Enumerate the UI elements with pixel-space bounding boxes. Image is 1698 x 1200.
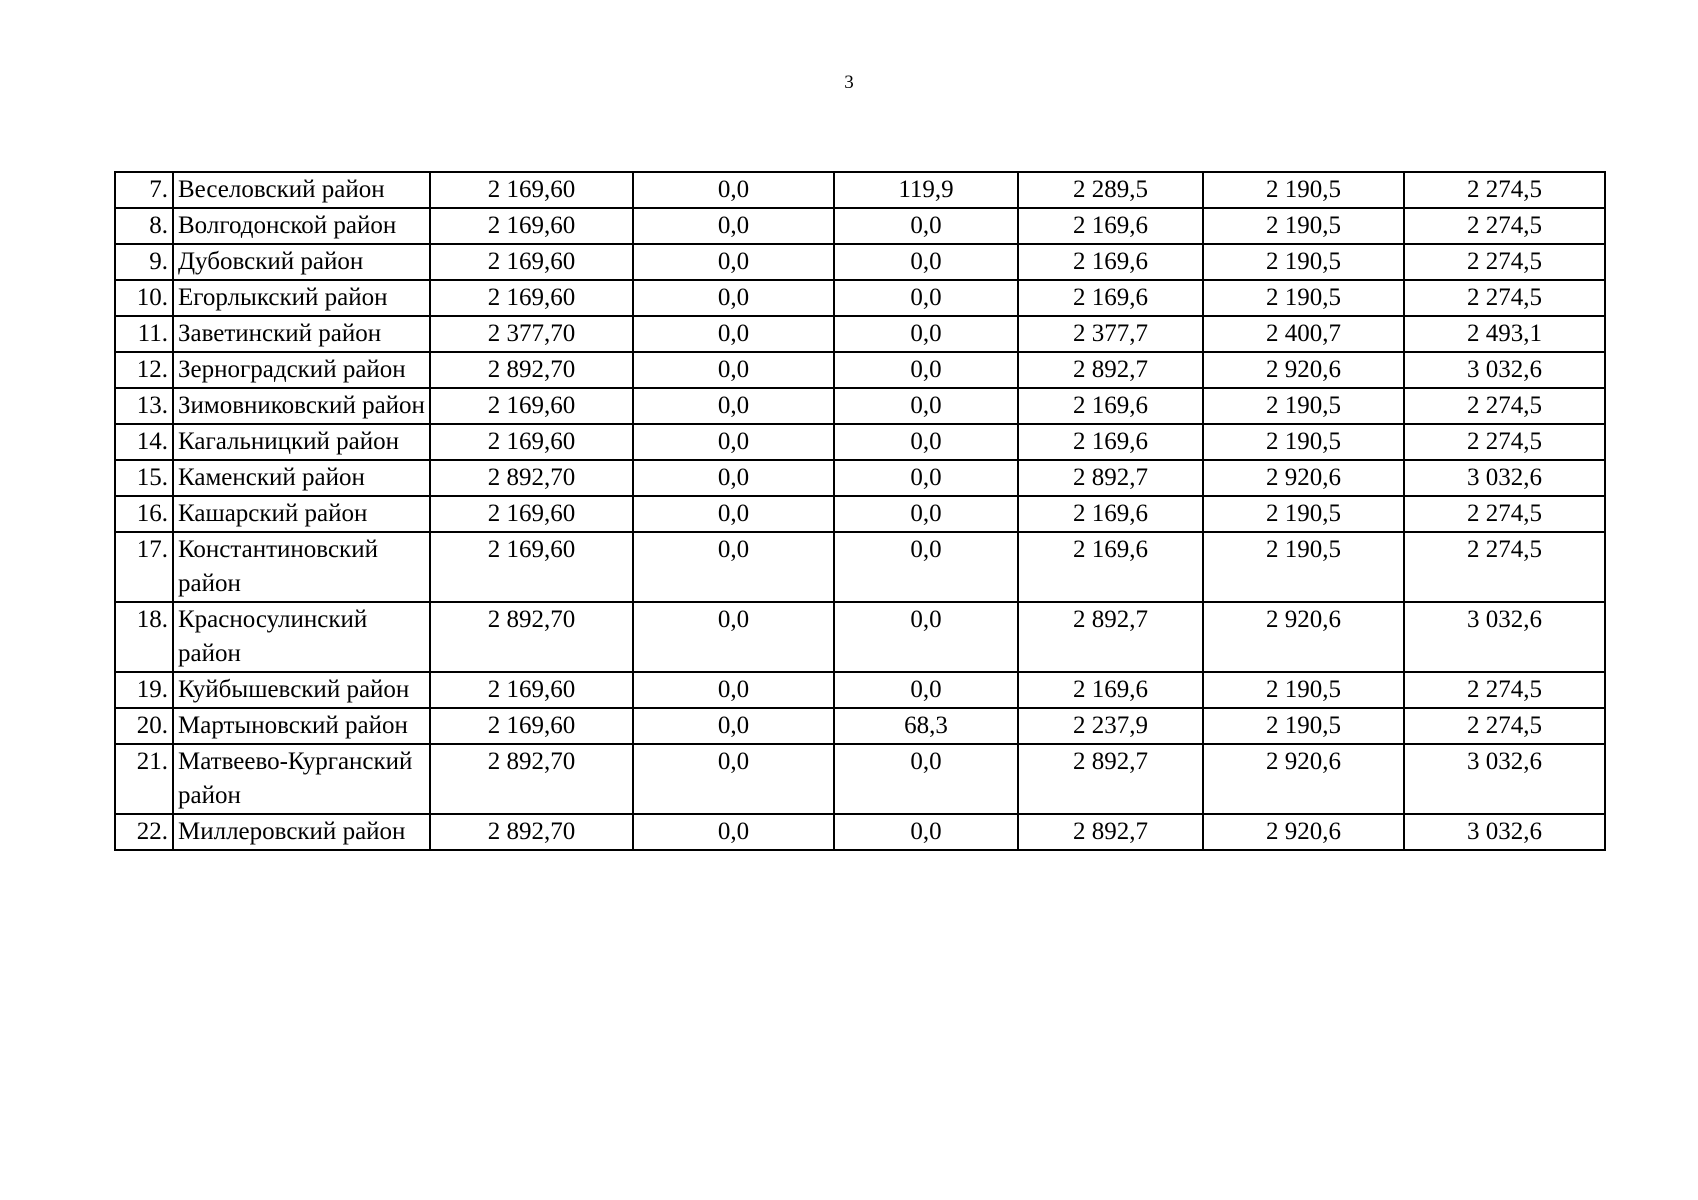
value-cell-5: 2 190,5 bbox=[1203, 532, 1404, 602]
table-row bbox=[115, 532, 1605, 602]
value-cell-2: 0,0 bbox=[633, 744, 834, 814]
value-cell-6: 3 032,6 bbox=[1404, 602, 1605, 672]
district-name-cell: Кагальницкий район bbox=[173, 424, 430, 460]
value-cell-3: 0,0 bbox=[834, 744, 1018, 814]
value-cell-2: 0,0 bbox=[633, 424, 834, 460]
row-number-cell: 16. bbox=[115, 496, 173, 532]
value-cell-2: 0,0 bbox=[633, 172, 834, 208]
value-cell-4: 2 169,6 bbox=[1018, 496, 1203, 532]
value-cell-2: 0,0 bbox=[633, 532, 834, 602]
value-cell-5: 2 190,5 bbox=[1203, 280, 1404, 316]
value-cell-3: 0,0 bbox=[834, 496, 1018, 532]
row-number-cell: 7. bbox=[115, 172, 173, 208]
value-cell-5: 2 920,6 bbox=[1203, 352, 1404, 388]
district-name-cell: Зимовниковский район bbox=[173, 388, 430, 424]
table-row bbox=[115, 172, 1605, 208]
value-cell-1: 2 169,60 bbox=[430, 280, 633, 316]
table-body bbox=[115, 172, 1605, 850]
value-cell-2: 0,0 bbox=[633, 496, 834, 532]
district-name-cell: Веселовский район bbox=[173, 172, 430, 208]
value-cell-5: 2 190,5 bbox=[1203, 424, 1404, 460]
value-cell-3: 0,0 bbox=[834, 672, 1018, 708]
row-number-cell: 22. bbox=[115, 814, 173, 850]
value-cell-5: 2 920,6 bbox=[1203, 460, 1404, 496]
district-name-cell: Дубовский район bbox=[173, 244, 430, 280]
value-cell-1: 2 169,60 bbox=[430, 244, 633, 280]
value-cell-4: 2 169,6 bbox=[1018, 208, 1203, 244]
table-row bbox=[115, 672, 1605, 708]
value-cell-2: 0,0 bbox=[633, 708, 834, 744]
value-cell-1: 2 892,70 bbox=[430, 814, 633, 850]
table-row bbox=[115, 208, 1605, 244]
value-cell-6: 2 274,5 bbox=[1404, 172, 1605, 208]
district-name-cell: Константиновский район bbox=[173, 532, 430, 602]
row-number-cell: 20. bbox=[115, 708, 173, 744]
value-cell-2: 0,0 bbox=[633, 672, 834, 708]
row-number-cell: 8. bbox=[115, 208, 173, 244]
district-name-cell: Егорлыкский район bbox=[173, 280, 430, 316]
value-cell-6: 2 274,5 bbox=[1404, 388, 1605, 424]
table-row bbox=[115, 424, 1605, 460]
value-cell-1: 2 377,70 bbox=[430, 316, 633, 352]
value-cell-2: 0,0 bbox=[633, 460, 834, 496]
value-cell-3: 68,3 bbox=[834, 708, 1018, 744]
table-row bbox=[115, 460, 1605, 496]
value-cell-5: 2 400,7 bbox=[1203, 316, 1404, 352]
value-cell-2: 0,0 bbox=[633, 316, 834, 352]
value-cell-2: 0,0 bbox=[633, 352, 834, 388]
row-number-cell: 9. bbox=[115, 244, 173, 280]
value-cell-6: 2 274,5 bbox=[1404, 208, 1605, 244]
value-cell-3: 0,0 bbox=[834, 388, 1018, 424]
value-cell-6: 2 274,5 bbox=[1404, 280, 1605, 316]
value-cell-6: 2 274,5 bbox=[1404, 708, 1605, 744]
district-name-cell: Куйбышевский район bbox=[173, 672, 430, 708]
value-cell-5: 2 920,6 bbox=[1203, 602, 1404, 672]
value-cell-1: 2 169,60 bbox=[430, 496, 633, 532]
district-name-cell: Матвеево-Курганский район bbox=[173, 744, 430, 814]
value-cell-5: 2 190,5 bbox=[1203, 388, 1404, 424]
table-row bbox=[115, 280, 1605, 316]
table-row bbox=[115, 602, 1605, 672]
district-name-cell: Кашарский район bbox=[173, 496, 430, 532]
district-name-cell: Заветинский район bbox=[173, 316, 430, 352]
value-cell-4: 2 169,6 bbox=[1018, 280, 1203, 316]
value-cell-1: 2 892,70 bbox=[430, 460, 633, 496]
value-cell-2: 0,0 bbox=[633, 208, 834, 244]
value-cell-1: 2 892,70 bbox=[430, 352, 633, 388]
value-cell-4: 2 169,6 bbox=[1018, 424, 1203, 460]
value-cell-3: 0,0 bbox=[834, 424, 1018, 460]
row-number-cell: 10. bbox=[115, 280, 173, 316]
table-row bbox=[115, 744, 1605, 814]
value-cell-2: 0,0 bbox=[633, 388, 834, 424]
value-cell-3: 0,0 bbox=[834, 814, 1018, 850]
value-cell-1: 2 892,70 bbox=[430, 602, 633, 672]
value-cell-6: 3 032,6 bbox=[1404, 460, 1605, 496]
value-cell-4: 2 892,7 bbox=[1018, 352, 1203, 388]
value-cell-4: 2 892,7 bbox=[1018, 602, 1203, 672]
district-table bbox=[114, 171, 1606, 851]
value-cell-4: 2 237,9 bbox=[1018, 708, 1203, 744]
table-row bbox=[115, 352, 1605, 388]
value-cell-3: 119,9 bbox=[834, 172, 1018, 208]
value-cell-3: 0,0 bbox=[834, 244, 1018, 280]
table-row bbox=[115, 388, 1605, 424]
value-cell-3: 0,0 bbox=[834, 602, 1018, 672]
value-cell-3: 0,0 bbox=[834, 280, 1018, 316]
value-cell-5: 2 190,5 bbox=[1203, 496, 1404, 532]
value-cell-6: 2 274,5 bbox=[1404, 424, 1605, 460]
value-cell-4: 2 892,7 bbox=[1018, 460, 1203, 496]
value-cell-4: 2 289,5 bbox=[1018, 172, 1203, 208]
value-cell-5: 2 190,5 bbox=[1203, 244, 1404, 280]
value-cell-2: 0,0 bbox=[633, 244, 834, 280]
row-number-cell: 19. bbox=[115, 672, 173, 708]
value-cell-5: 2 920,6 bbox=[1203, 744, 1404, 814]
value-cell-4: 2 892,7 bbox=[1018, 814, 1203, 850]
table-row bbox=[115, 708, 1605, 744]
value-cell-4: 2 377,7 bbox=[1018, 316, 1203, 352]
value-cell-6: 2 493,1 bbox=[1404, 316, 1605, 352]
table-row bbox=[115, 316, 1605, 352]
value-cell-1: 2 169,60 bbox=[430, 388, 633, 424]
value-cell-5: 2 190,5 bbox=[1203, 708, 1404, 744]
value-cell-6: 3 032,6 bbox=[1404, 352, 1605, 388]
value-cell-1: 2 169,60 bbox=[430, 208, 633, 244]
value-cell-1: 2 169,60 bbox=[430, 708, 633, 744]
value-cell-5: 2 190,5 bbox=[1203, 172, 1404, 208]
value-cell-6: 3 032,6 bbox=[1404, 814, 1605, 850]
value-cell-4: 2 169,6 bbox=[1018, 388, 1203, 424]
row-number-cell: 17. bbox=[115, 532, 173, 602]
value-cell-1: 2 169,60 bbox=[430, 532, 633, 602]
value-cell-5: 2 920,6 bbox=[1203, 814, 1404, 850]
value-cell-1: 2 169,60 bbox=[430, 172, 633, 208]
value-cell-4: 2 892,7 bbox=[1018, 744, 1203, 814]
row-number-cell: 12. bbox=[115, 352, 173, 388]
row-number-cell: 18. bbox=[115, 602, 173, 672]
table-row bbox=[115, 814, 1605, 850]
value-cell-6: 2 274,5 bbox=[1404, 672, 1605, 708]
district-name-cell: Красносулинский район bbox=[173, 602, 430, 672]
value-cell-3: 0,0 bbox=[834, 352, 1018, 388]
page-number: 3 bbox=[844, 72, 854, 93]
value-cell-5: 2 190,5 bbox=[1203, 208, 1404, 244]
value-cell-5: 2 190,5 bbox=[1203, 672, 1404, 708]
value-cell-3: 0,0 bbox=[834, 208, 1018, 244]
value-cell-2: 0,0 bbox=[633, 602, 834, 672]
value-cell-3: 0,0 bbox=[834, 532, 1018, 602]
district-name-cell: Волгодонской район bbox=[173, 208, 430, 244]
value-cell-3: 0,0 bbox=[834, 316, 1018, 352]
row-number-cell: 11. bbox=[115, 316, 173, 352]
value-cell-1: 2 169,60 bbox=[430, 424, 633, 460]
value-cell-2: 0,0 bbox=[633, 814, 834, 850]
value-cell-6: 3 032,6 bbox=[1404, 744, 1605, 814]
value-cell-2: 0,0 bbox=[633, 280, 834, 316]
row-number-cell: 15. bbox=[115, 460, 173, 496]
table-row bbox=[115, 496, 1605, 532]
value-cell-6: 2 274,5 bbox=[1404, 532, 1605, 602]
district-name-cell: Мартыновский район bbox=[173, 708, 430, 744]
value-cell-4: 2 169,6 bbox=[1018, 532, 1203, 602]
value-cell-4: 2 169,6 bbox=[1018, 672, 1203, 708]
value-cell-6: 2 274,5 bbox=[1404, 244, 1605, 280]
value-cell-6: 2 274,5 bbox=[1404, 496, 1605, 532]
value-cell-1: 2 892,70 bbox=[430, 744, 633, 814]
value-cell-1: 2 169,60 bbox=[430, 672, 633, 708]
district-name-cell: Зерноградский район bbox=[173, 352, 430, 388]
table-row bbox=[115, 244, 1605, 280]
row-number-cell: 13. bbox=[115, 388, 173, 424]
district-name-cell: Миллеровский район bbox=[173, 814, 430, 850]
value-cell-3: 0,0 bbox=[834, 460, 1018, 496]
row-number-cell: 14. bbox=[115, 424, 173, 460]
row-number-cell: 21. bbox=[115, 744, 173, 814]
district-name-cell: Каменский район bbox=[173, 460, 430, 496]
value-cell-4: 2 169,6 bbox=[1018, 244, 1203, 280]
